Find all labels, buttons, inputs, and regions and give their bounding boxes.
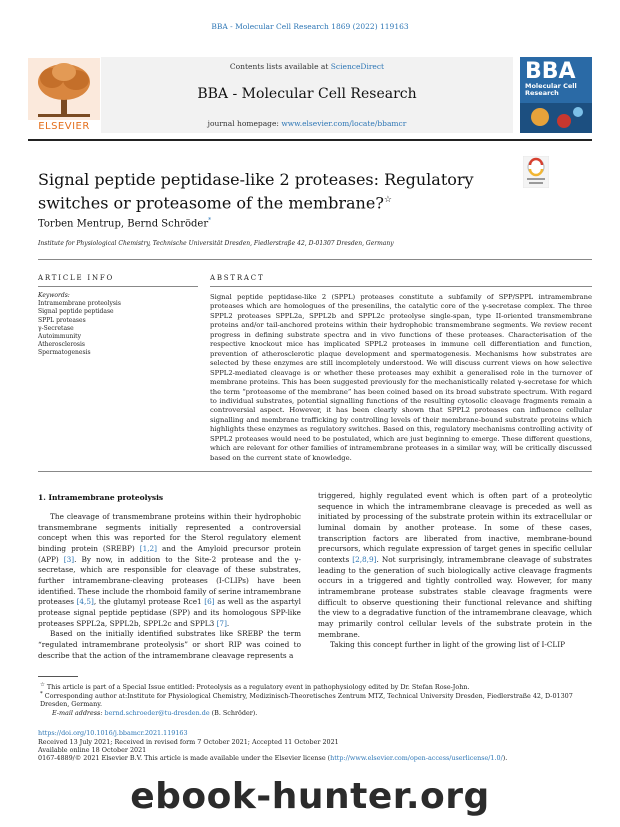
journal-title: BBA - Molecular Cell Research	[197, 86, 417, 102]
keyword: Atherosclerosis	[38, 341, 86, 349]
section-heading: 1. Intramembrane proteolysis	[38, 493, 164, 502]
citation-link[interactable]: [1,2]	[139, 543, 158, 553]
journal-reference[interactable]: BBA - Molecular Cell Research 1869 (2022) 119163	[211, 22, 409, 31]
keywords-block	[38, 292, 198, 358]
keyword: SPPL proteases	[38, 316, 86, 324]
keywords-label: Keywords:	[38, 292, 70, 299]
check-for-updates-icon[interactable]	[523, 156, 549, 188]
publisher-logo-text: ELSEVIER	[38, 121, 90, 132]
footnote-email: E-mail address: bernd.schroeder@tu-dresden.de (B. Schröder).	[52, 709, 258, 717]
footnote-special-issue: ☆ This article is part of a Special Issue entitled: Proteolysis as a regulatory event in pathophysiology edited by Dr. Stefan Rose-John.	[40, 682, 470, 692]
received-dates: Received 13 July 2021; Received in revised form 7 October 2021; Accepted 11 October 2021	[38, 738, 339, 746]
paragraph: The cleavage of transmembrane proteins within their hydrophobic transmembrane segments initially represented a controversial concept when this was reported for the Sterol regulatory element binding protein (SREBP) [1,2] and the Amyloid precursor protein (APP) [3]. By now, in addition to the Site-2 protease and the γ-secretase, which are responsible for cleavage of these substrates, further intramembrane-cleaving proteases (I-CLIPs) have been identified. These include the rhomboid family of serine intramembrane proteases [4,5], the glutamyl protease Rce1 [6] as well as the aspartyl protease signal peptide peptidase (SPP) and its homologous SPP-like proteases SPPL2a, SPPL2b, SPPL2c and SPPL3 [7].	[38, 512, 301, 628]
doi-link[interactable]: https://doi.org/10.1016/j.bbamcr.2021.119163	[38, 729, 188, 737]
citation-link[interactable]: [2,8,9]	[352, 554, 377, 564]
author-name[interactable]: Bernd Schröder	[127, 218, 209, 230]
citation-link[interactable]: [4,5]	[76, 597, 94, 607]
homepage-link[interactable]: www.elsevier.com/locate/bbamcr	[281, 119, 407, 128]
footnote-rule	[38, 676, 78, 677]
journal-header	[101, 57, 513, 133]
keyword: Spermatogenesis	[38, 349, 91, 357]
article-info-heading: ARTICLE INFO	[38, 274, 115, 282]
cover-subtitle: Molecular Cell Research	[525, 82, 577, 97]
affiliation: Institute for Physiological Chemistry, Technische Universität Dresden, Fiedlerstraße 42, D-01307 Dresden, Germany	[38, 240, 394, 247]
cover-art-icon	[520, 103, 592, 133]
divider	[38, 259, 592, 260]
corresponding-author-mark[interactable]: *	[208, 217, 212, 224]
journal-homepage: journal homepage: www.elsevier.com/locate/bbamcr	[207, 119, 407, 128]
abstract-heading: ABSTRACT	[210, 274, 265, 282]
keyword: γ-Secretase	[38, 324, 74, 332]
paragraph: Taking this concept further in light of the growing list of I-CLIP	[330, 640, 566, 650]
divider	[210, 286, 592, 287]
contents-line: Contents lists available at ScienceDirect	[229, 62, 385, 71]
abstract-text: Signal peptide peptidase-like 2 (SPPL) proteases constitute a subfamily of SPP/SPPL intramembrane proteases which are homologues of the presenilins, the catalytic core of the γ-secretase complex. The three SPPL2 proteases SPPL2a, SPPL2b and SPPL2c proteolyse single-span, type II-oriented transmembrane proteins and/or tail-anchored proteins within their hydrophobic transmembrane segments. We review recent progress in defining substrate spectra and in vivo functions of these proteases. Characterisation of the respective knockout mice has implicated SPPL2 proteases in immune cell differentiation and function, prevention of atherosclerotic plaque development and spermatogenesis. Mechanisms how substrates are selected by these enzymes are still incompletely understood. We will discuss current views on how selective SPPL2-mediated cleavage is or whether these proteases may exhibit a generalised role in the turnover of membrane proteins. This has been suggested previously for the mechanistically related γ-secretase for which the term “proteasome of the membrane” has been coined based on its broad substrate spectrum. With regard to individual substrates, potential signalling functions of the resulting cytosolic cleavage fragments remain a controversial aspect. However, it has been clearly shown that SPPL2 proteases can influence cellular signalling and membrane trafficking by controlling levels of their membrane-bound substrate proteins which highlights these enzymes as regulatory switches. Based on this, regulatory mechanisms controlling activity of SPPL2 proteases would need to be postulated, which are just beginning to emerge. These different questions, which are relevant for other families of intramembrane proteases in a similar way, will be critically discussed based on the current state of knowledge.	[210, 293, 592, 462]
keyword: Intramembrane proteolysis	[38, 300, 121, 308]
paragraph: Based on the initially identified substrates like SREBP the term “regulated intramembrane proteolysis” or short RIP was coined to describe that the action of the intramembrane cleavage represents a	[38, 629, 301, 660]
divider	[38, 286, 198, 287]
journal-cover	[520, 57, 592, 133]
email-link[interactable]: bernd.schroeder@tu-dresden.de	[104, 709, 210, 717]
divider	[38, 471, 592, 472]
body-left-column	[38, 512, 301, 661]
article-title: Signal peptide peptidase-like 2 proteases: Regulatory switches or proteasome of the membrane?☆	[38, 170, 474, 213]
license-line: 0167-4889/© 2021 Elsevier B.V. This article is made available under the Elsevier license (http://www.elsevier.com/open-access/userlicense/1.0/).	[38, 754, 508, 762]
cover-title: BBA	[525, 59, 576, 84]
citation-link[interactable]: [3]	[63, 554, 75, 564]
author-name[interactable]: Torben Mentrup	[38, 218, 121, 230]
available-online: Available online 18 October 2021	[38, 746, 147, 754]
title-footnote-mark[interactable]: ☆	[383, 195, 392, 205]
sciencedirect-link[interactable]: ScienceDirect	[330, 62, 385, 71]
watermark-text: ebook-hunter.org	[130, 776, 490, 817]
citation-link[interactable]: [7]	[216, 618, 227, 628]
footnote-corresponding-author: * Corresponding author at:Institute for Physiological Chemistry, Medizinisch-Theoretisches Zentrum MTZ, Technical University Dresden, Fiedlerstraße 42, D-01307 Dresden, Germany.	[40, 691, 573, 709]
header-rule	[28, 139, 592, 141]
citation-link[interactable]: [6]	[204, 597, 215, 607]
license-link[interactable]: http://www.elsevier.com/open-access/userlicense/1.0/	[330, 754, 503, 762]
paragraph: triggered, highly regulated event which is often part of a proteolytic sequence in which the intramembrane cleavage is preceded as well as initiated by processing of the substrate protein within its extracellular or luminal domain by another protease. In some of these cases, transcription factors are liberated from inactive, membrane-bound precursors, which regulate expression of target genes in specific cellular contexts [2,8,9]. Not surprisingly, intramembrane cleavage of substrates leading to the generation of such biologically active cleavage fragments occurs in a triggered and tightly controlled way. However, for many intramembrane protease substrates stable cleavage fragments were difficult to observe questioning their functional relevance and shifting the view to a degradative function of the intramembrane cleavage, which may primarily control cellular levels of the substrate protein in the membrane.	[318, 491, 592, 639]
keyword: Autoimmunity	[38, 333, 81, 341]
author-list: Torben Mentrup, Bernd Schröder*	[38, 217, 212, 230]
body-right-column	[318, 491, 592, 651]
keyword: Signal peptide peptidase	[38, 308, 114, 316]
